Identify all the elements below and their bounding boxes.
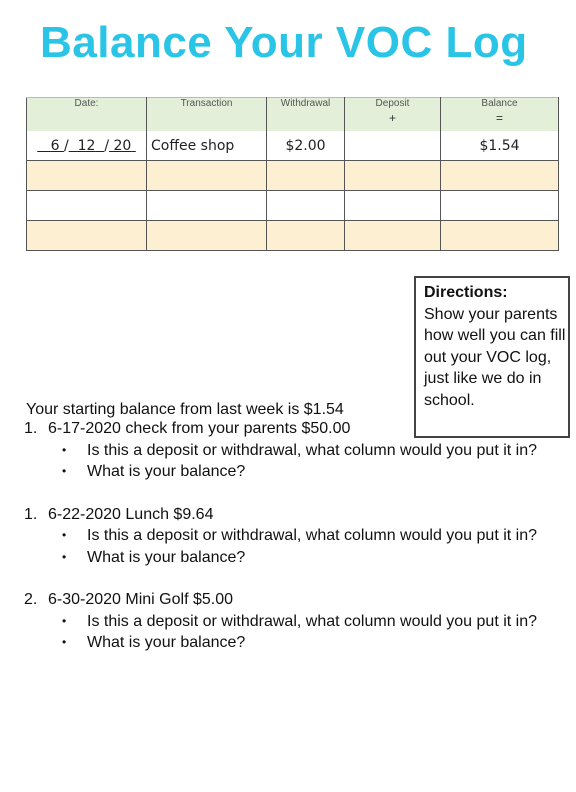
header-label: Balance xyxy=(481,98,518,109)
bullet-icon: • xyxy=(62,442,67,457)
transaction-cell[interactable] xyxy=(147,191,267,221)
question-number: 1. xyxy=(24,505,38,523)
header-deposit xyxy=(345,98,441,132)
bullet-item xyxy=(62,611,569,633)
header-date xyxy=(27,98,147,132)
date-cell[interactable]: 6 / 12 / 20 xyxy=(27,131,147,161)
bullet-text: What is your balance? xyxy=(87,634,246,651)
bullet-text: Is this a deposit or withdrawal, what column would you put it in? xyxy=(87,612,538,630)
directions-text: Show your parents how well you can fill out your VOC log, just like we do in school. xyxy=(424,305,566,409)
question-bullets xyxy=(24,525,569,568)
withdrawal-cell[interactable] xyxy=(267,221,345,251)
page-title: Balance Your VOC Log xyxy=(40,18,528,67)
table-row xyxy=(27,221,559,251)
transaction-cell[interactable] xyxy=(147,161,267,191)
transaction-cell[interactable] xyxy=(147,221,267,251)
deposit-cell[interactable] xyxy=(345,161,441,191)
date-cell[interactable] xyxy=(27,161,147,191)
question-item xyxy=(24,589,569,654)
header-withdrawal xyxy=(267,98,345,132)
table-header-row xyxy=(27,98,559,132)
question-item xyxy=(24,418,569,483)
balance-cell[interactable] xyxy=(441,191,559,221)
balance-cell[interactable]: $1.54 xyxy=(441,131,559,161)
bullet-item xyxy=(62,440,569,462)
directions-heading: Directions: xyxy=(424,284,508,301)
header-label: Date: xyxy=(74,98,99,109)
question-item xyxy=(24,504,569,569)
date-cell[interactable] xyxy=(27,221,147,251)
withdrawal-cell[interactable] xyxy=(267,161,345,191)
starting-balance-text: Your starting balance from last week is $1.54 xyxy=(26,401,344,418)
date-year: 20 xyxy=(113,137,132,154)
header-transaction xyxy=(147,98,267,132)
header-label: Transaction xyxy=(180,98,233,109)
withdrawal-cell[interactable] xyxy=(267,191,345,221)
header-balance xyxy=(441,98,559,132)
question-bullets xyxy=(24,611,569,654)
header-label: Withdrawal xyxy=(280,98,331,109)
bullet-text: What is your balance? xyxy=(87,548,246,566)
deposit-cell[interactable] xyxy=(345,131,441,161)
question-number: 2. xyxy=(24,591,38,608)
withdrawal-cell[interactable]: $2.00 xyxy=(267,131,345,161)
bullet-item xyxy=(62,547,569,569)
question-list xyxy=(24,418,569,654)
balance-cell[interactable] xyxy=(441,221,559,251)
question-text: 6-17-2020 check from your parents $50.00 xyxy=(48,420,351,437)
bullet-text: Is this a deposit or withdrawal, what column would you put it in? xyxy=(87,527,538,544)
table-row xyxy=(27,131,559,161)
bullet-icon: • xyxy=(62,528,67,542)
bullet-icon: • xyxy=(62,613,67,628)
date-day: 12 xyxy=(77,137,96,154)
deposit-cell[interactable] xyxy=(345,191,441,221)
bullet-icon: • xyxy=(62,635,67,649)
bullet-text: Is this a deposit or withdrawal, what column would you put it in? xyxy=(87,441,538,459)
table-row xyxy=(27,191,559,221)
bullet-item xyxy=(62,461,569,483)
question-text: 6-22-2020 Lunch $9.64 xyxy=(48,505,214,523)
balance-cell[interactable] xyxy=(441,161,559,191)
date-cell[interactable] xyxy=(27,191,147,221)
question-text: 6-30-2020 Mini Golf $5.00 xyxy=(48,591,233,608)
equals-symbol: = xyxy=(495,111,503,125)
date-month: 6 xyxy=(50,137,60,154)
bullet-icon: • xyxy=(62,549,67,564)
deposit-cell[interactable] xyxy=(345,221,441,251)
question-bullets xyxy=(24,440,569,483)
bullet-item xyxy=(62,632,569,654)
plus-symbol: + xyxy=(388,111,396,125)
directions-box xyxy=(414,276,570,438)
question-line xyxy=(24,504,569,526)
bullet-icon: • xyxy=(62,464,67,478)
bullet-text: What is your balance? xyxy=(87,463,246,480)
header-label: Deposit xyxy=(375,98,410,109)
voc-log-table xyxy=(26,97,559,251)
question-line xyxy=(24,589,569,611)
bullet-item xyxy=(62,525,569,547)
question-line xyxy=(24,418,569,440)
transaction-cell[interactable]: Coffee shop xyxy=(147,131,267,161)
question-number: 1. xyxy=(24,420,38,437)
table-row xyxy=(27,161,559,191)
